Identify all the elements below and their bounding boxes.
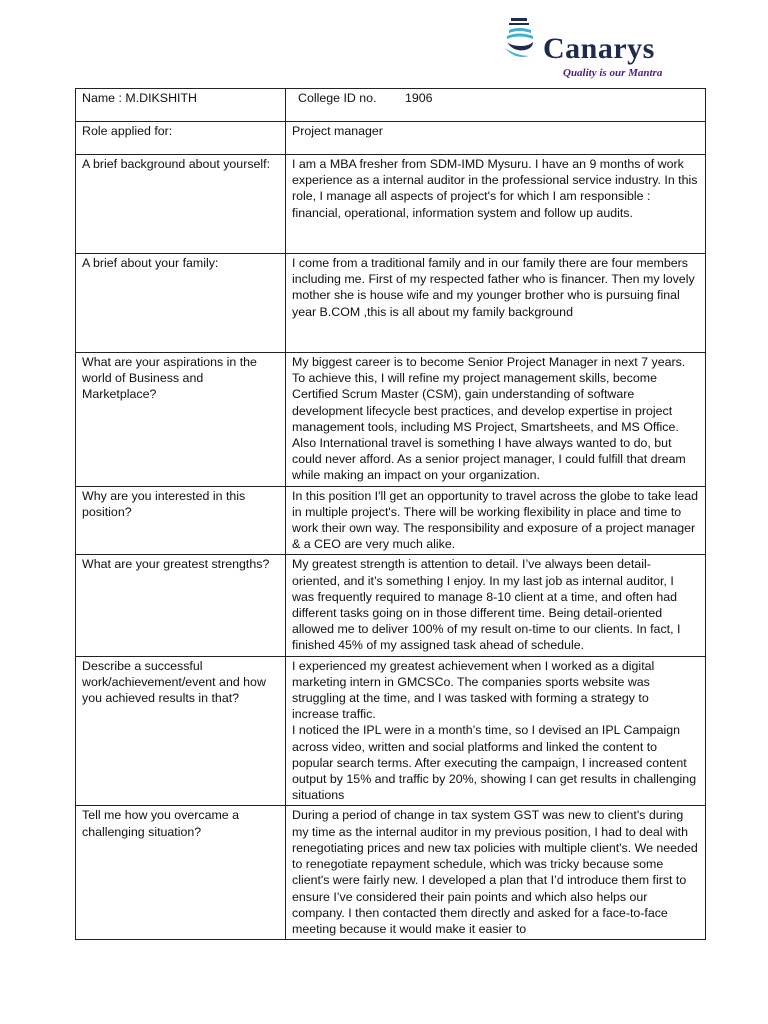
form-row xyxy=(76,656,706,806)
form-row xyxy=(76,122,706,155)
name-label: Name : xyxy=(82,91,122,105)
brand-name: Canarys xyxy=(543,32,655,65)
form-row xyxy=(76,353,706,487)
application-form-table xyxy=(75,88,706,940)
college-id-cell xyxy=(286,89,706,122)
answer-cell: My biggest career is to become Senior Project Manager in next 7 years. To achieve this, I will refine my project management skills, become Certified Scrum Master (CSM), gain understanding of software development lifecycle best practices, and develop expertise in project management tools, including MS Project, Smartsheets, and MS Office. Also International travel is something I have always wanted to do, but could never afford. As a senior project manager, I could fulfill that dream while making an impact on your organization. xyxy=(286,353,706,487)
name-cell xyxy=(76,89,286,122)
form-row xyxy=(76,486,706,555)
answer-cell: I experienced my greatest achievement when I worked as a digital marketing intern in GMCSCo. The companies sports website was struggling at the time, and I was tasked with forming a strategy to increase traffic. I noticed the IPL were in a month’s time, so I devised an IPL Campaign across video, written and social platforms and linked the content to popular search terms. After executing the campaign, I increased content output by 15% and traffic by 20%, showing I can get results in challenging situations xyxy=(286,656,706,806)
answer-cell: During a period of change in tax system GST was new to client's during my time as the internal auditor in my previous position, I had to deal with renegotiating prices and new tax policies with multiple client's. We needed to renegotiate repayment schedule, which was tricky because some client's were fairly new. I developed a plan that I’d introduce them first to ensure I’ve considered their pain points and which also helps our company. I then contacted them directly and asked for a face-to-face meeting because it would make it easier to xyxy=(286,806,706,940)
question-cell: Describe a successful work/achievement/event and how you achieved results in that? xyxy=(76,656,286,806)
answer-cell: My greatest strength is attention to detail. I’ve always been detail-oriented, and it’s something I enjoy. In my last job as internal auditor, I was frequently required to manage 8-10 client at a time, and often had different tasks going on in those different time. Being detail-oriented allowed me to deliver 100% of my result on-time to our clients. In fact, I finished 45% of my assigned task ahead of schedule. xyxy=(286,555,706,656)
form-row xyxy=(76,555,706,656)
question-cell: A brief background about yourself: xyxy=(76,155,286,254)
college-id-value: 1906 xyxy=(405,91,433,105)
question-cell: A brief about your family: xyxy=(76,254,286,353)
answer-cell: I come from a traditional family and in our family there are four members including me. First of my respected father who is financer. Then my lovely mother she is house wife and my younger brother who is pursuing final year B.COM ,this is all about my family background xyxy=(286,254,706,353)
question-cell: Why are you interested in this position? xyxy=(76,486,286,555)
college-id-label: College ID no. xyxy=(298,91,377,105)
question-cell: Tell me how you overcame a challenging situation? xyxy=(76,806,286,940)
company-logo xyxy=(503,14,683,79)
form-row xyxy=(76,254,706,353)
brand-tagline: Quality is our Mantra xyxy=(563,67,663,79)
form-row xyxy=(76,155,706,254)
form-row xyxy=(76,806,706,940)
answer-cell: Project manager xyxy=(286,122,706,155)
name-value: M.DIKSHITH xyxy=(125,91,197,105)
form-row-name xyxy=(76,89,706,122)
question-cell: What are your greatest strengths? xyxy=(76,555,286,656)
question-cell: What are your aspirations in the world of Business and Marketplace? xyxy=(76,353,286,487)
answer-cell: In this position I'll get an opportunity to travel across the globe to take lead in multiple project's. There will be working flexibility in place and time to work their own way. The responsibility and exposure of a project manager & a CEO are very much alike. xyxy=(286,486,706,555)
answer-cell: I am a MBA fresher from SDM-IMD Mysuru. I have an 9 months of work experience as a internal auditor in the professional service industry. In this role, I manage all aspects of project's for which I am responsible : financial, operational, information system and follow up audits. xyxy=(286,155,706,254)
question-cell: Role applied for: xyxy=(76,122,286,155)
canarys-emblem-icon xyxy=(503,18,543,62)
